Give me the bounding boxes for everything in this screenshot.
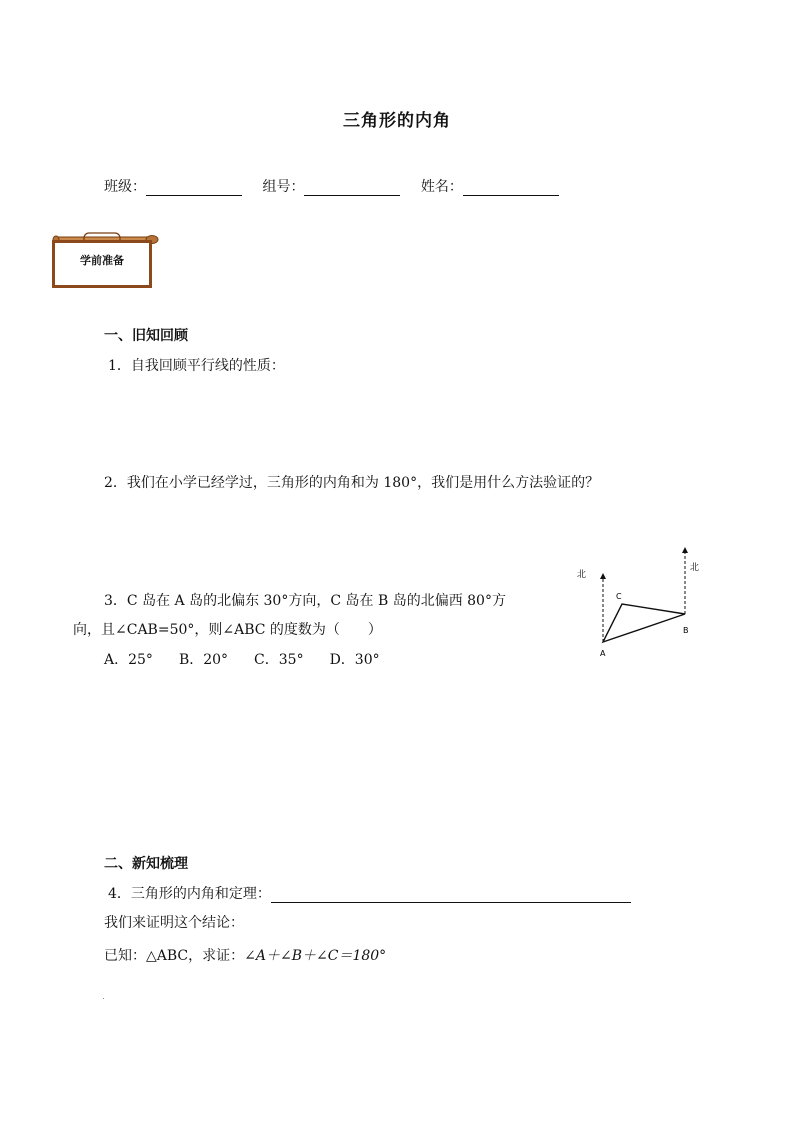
- stray-dot: [103, 998, 104, 999]
- angle-sum-formula: ∠A＋∠B＋∠C＝180°: [244, 948, 387, 964]
- badge-label: 学前准备: [80, 254, 124, 267]
- class-label: 班级：: [104, 179, 146, 195]
- name-label: 姓名：: [420, 179, 463, 195]
- question-4: [108, 883, 631, 903]
- question-3-line1: 3．C 岛在 A 岛的北偏东 30°方向，C 岛在 B 岛的北偏西 80°方: [104, 593, 506, 609]
- section-badge: [52, 230, 162, 290]
- label-a: A: [600, 649, 606, 658]
- label-c: C: [616, 592, 622, 601]
- option-b[interactable]: B．20°: [178, 652, 229, 668]
- option-d[interactable]: D．30°: [329, 652, 380, 668]
- page-title: 三角形的内角: [343, 111, 451, 131]
- group-blank[interactable]: [304, 179, 400, 196]
- known-and-prove: [104, 945, 386, 965]
- student-info-row: [104, 176, 575, 196]
- question-4-label: 4．三角形的内角和定理：: [108, 886, 271, 902]
- known-prefix: 已知：△ABC，求证：: [104, 948, 245, 964]
- triangle-abc: [603, 604, 685, 642]
- section-new-knowledge-heading: 二、新知梳理: [104, 856, 188, 872]
- island-direction-diagram: [570, 544, 710, 664]
- question-3-line2: 向，且∠CAB=50°，则∠ABC 的度数为（ ）: [73, 622, 382, 638]
- question-3-options: [104, 649, 406, 669]
- name-blank[interactable]: [463, 179, 559, 196]
- question-1: 1．自我回顾平行线的性质：: [108, 358, 285, 374]
- class-blank[interactable]: [146, 179, 242, 196]
- section-review-heading: 一、旧知回顾: [104, 328, 188, 344]
- option-c[interactable]: C．35°: [254, 652, 304, 668]
- label-north-right: 北: [690, 563, 700, 573]
- group-label: 组号：: [262, 179, 305, 195]
- label-north-left: 北: [577, 570, 587, 580]
- option-a[interactable]: A．25°: [104, 652, 153, 668]
- theorem-answer-blank[interactable]: [271, 887, 631, 903]
- question-2: 2．我们在小学已经学过，三角形的内角和为 180°，我们是用什么方法验证的？: [104, 475, 600, 491]
- proof-intro: 我们来证明这个结论：: [104, 915, 244, 931]
- label-b: B: [683, 626, 689, 635]
